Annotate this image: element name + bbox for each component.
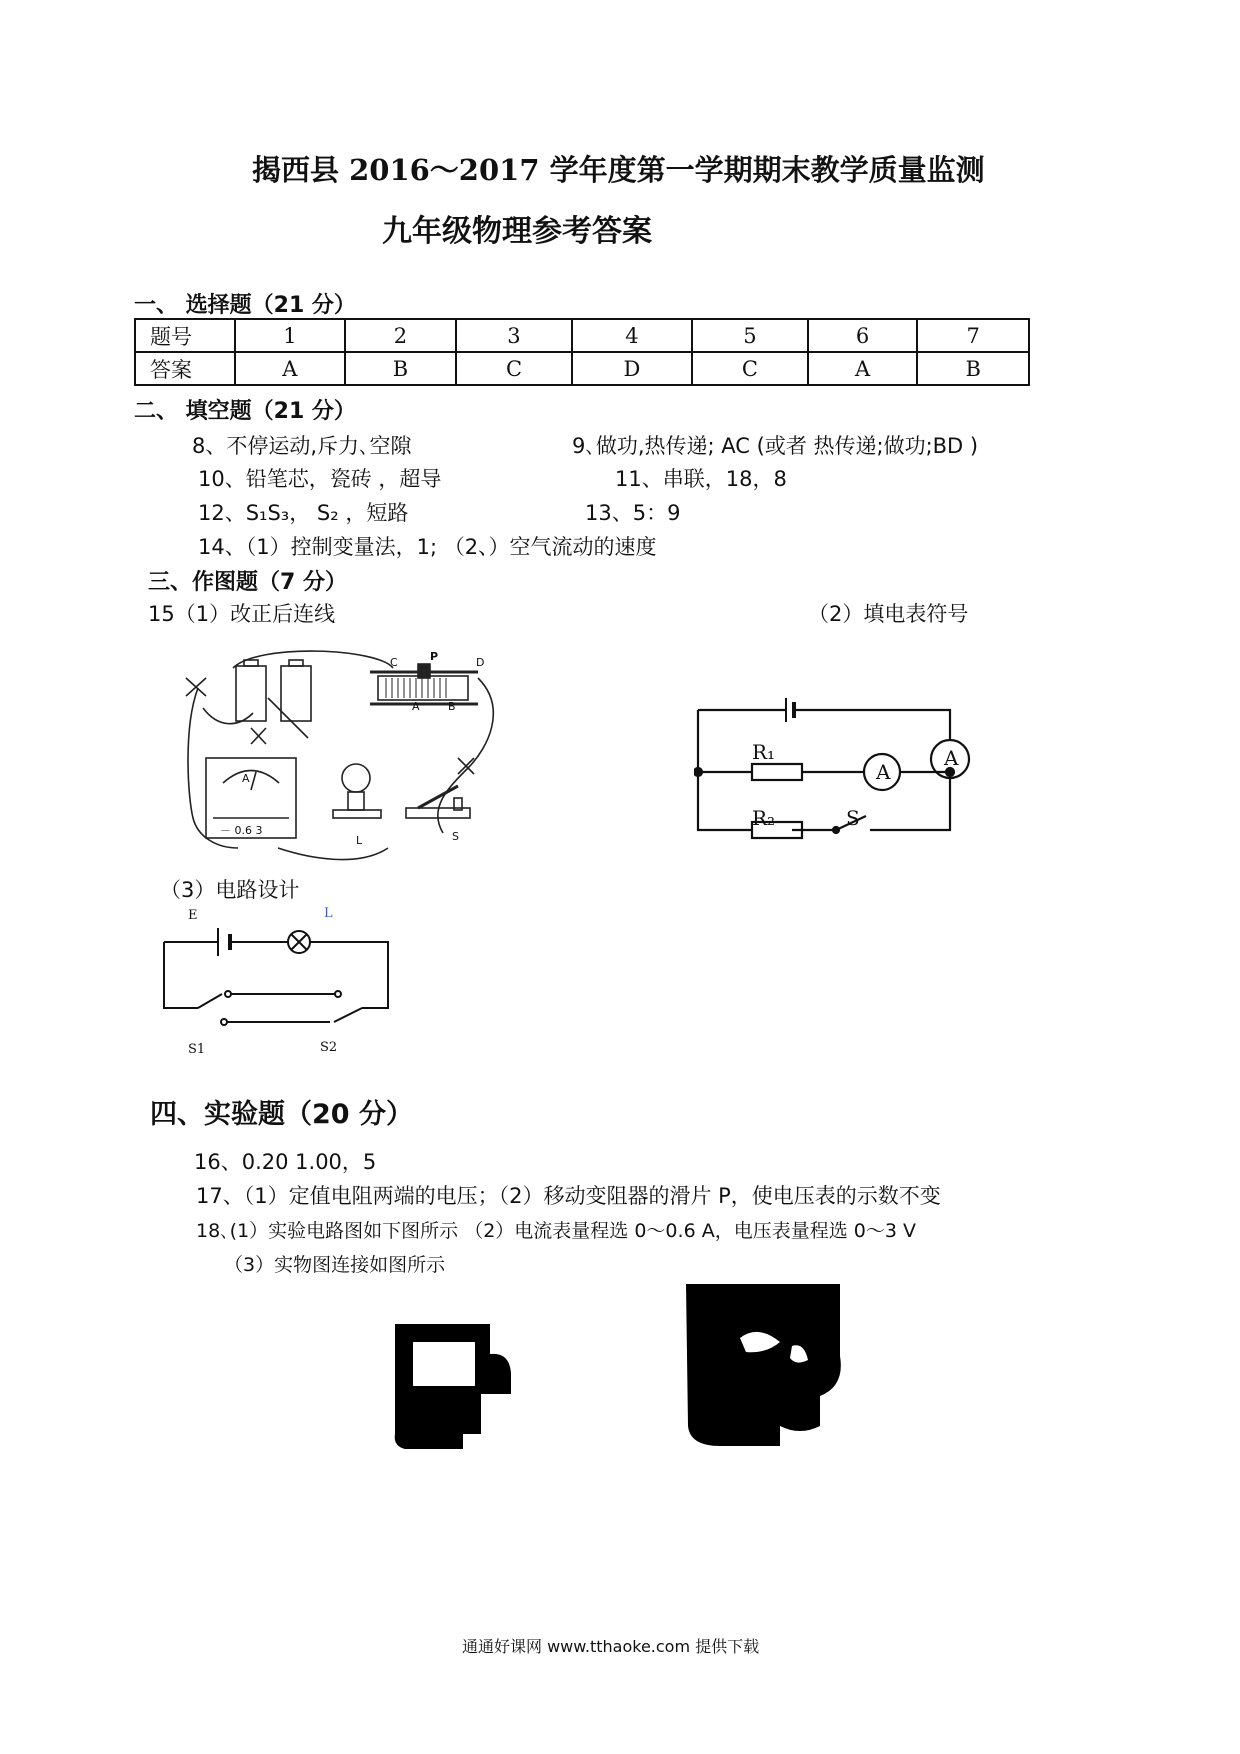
fig2-ammeter-label: A <box>944 746 959 770</box>
fig1-label-d: D <box>476 656 485 669</box>
answer-cell: A <box>235 352 345 385</box>
fig1-switch-label: S <box>452 830 459 843</box>
answer-q18: 18､(1）实验电路图如下图所示 （2）电流表量程选 0～0.6 A，电压表量程选 0～3 V <box>196 1220 916 1242</box>
question-number: 2 <box>345 319 456 352</box>
answer-q13: 13、5：9 <box>585 501 681 525</box>
question-number: 3 <box>456 319 572 352</box>
section1-heading: 一、 选择题（21 分） <box>134 293 356 318</box>
page-title: 揭西县 2016～2017 学年度第一学期期末教学质量监测 <box>252 153 985 187</box>
fig3-s1-label: S1 <box>188 1042 206 1057</box>
fig1-meter-scale: － 0.6 3 <box>220 824 263 837</box>
q15-part3-label: （3）电路设计 <box>160 878 300 902</box>
q15-part1-label: 15（1）改正后连线 <box>148 602 336 626</box>
answer-q8: 8、不停运动,斥力､空隙 <box>192 434 412 458</box>
redacted-figure-right <box>680 1276 850 1466</box>
answer-q12: 12、S₁S₃， S₂ ，短路 <box>198 501 409 525</box>
q15-part2-label: （2）填电表符号 <box>808 602 969 626</box>
figure-designed-circuit <box>160 928 400 1038</box>
page-footer: 通通好课网 www.tthaoke.com 提供下载 <box>462 1637 760 1656</box>
answer-q9: 9､做功,热传递; AC (或者 热传递;做功;BD ) <box>572 434 979 458</box>
section2-heading: 二、 填空题（21 分） <box>134 399 356 424</box>
row-label-answers: 答案 <box>135 352 235 385</box>
answer-q14: 14、（1）控制变量法，1; （2、）空气流动的速度 <box>198 535 657 559</box>
row-label-questions: 题号 <box>135 319 235 352</box>
answer-q17: 17、（1）定值电阻两端的电压；（2）移动变阻器的滑片 P，使电压表的示数不变 <box>196 1184 941 1208</box>
table-row-questions <box>135 319 1029 352</box>
question-number: 6 <box>808 319 918 352</box>
answer-cell: C <box>456 352 572 385</box>
fig1-meter-label: A <box>242 772 250 785</box>
answer-q16: 16、0.20 1.00，5 <box>194 1150 377 1174</box>
answer-cell: A <box>808 352 918 385</box>
answer-table <box>134 318 1030 386</box>
answer-cell: C <box>692 352 808 385</box>
fig3-battery-label: E <box>188 908 198 923</box>
answer-cell: B <box>917 352 1029 385</box>
fig1-label-b: B <box>448 700 456 713</box>
fig1-label-c: C <box>390 656 398 669</box>
answer-q18-part3: （3）实物图连接如图所示 <box>224 1254 446 1276</box>
redacted-figure-left <box>385 1314 545 1454</box>
answer-cell: D <box>572 352 692 385</box>
table-row-answers <box>135 352 1029 385</box>
fig2-r1-label: R₁ <box>752 740 776 764</box>
fig1-lamp-label: L <box>356 834 363 847</box>
figure-meter-circuit <box>694 696 984 846</box>
answer-cell: B <box>345 352 456 385</box>
fig3-s2-label: S2 <box>320 1040 338 1055</box>
question-number: 4 <box>572 319 692 352</box>
section4-heading: 四、实验题（20 分） <box>150 1099 413 1130</box>
page-subtitle: 九年级物理参考答案 <box>382 214 652 249</box>
fig1-label-a: A <box>412 700 420 713</box>
answer-q10: 10、铅笔芯，瓷砖 ，超导 <box>198 467 442 491</box>
question-number: 7 <box>917 319 1029 352</box>
section3-heading: 三、作图题（7 分） <box>148 570 347 595</box>
fig3-lamp-label: L <box>324 906 333 921</box>
fig2-switch-label: S <box>846 806 860 830</box>
fig2-r2-label: R₂ <box>752 806 776 830</box>
fig2-ammeter-label: A <box>876 760 891 784</box>
fig1-label-p: P <box>430 650 439 663</box>
question-number: 1 <box>235 319 345 352</box>
answer-q11: 11、串联，18，8 <box>615 467 787 491</box>
question-number: 5 <box>692 319 808 352</box>
